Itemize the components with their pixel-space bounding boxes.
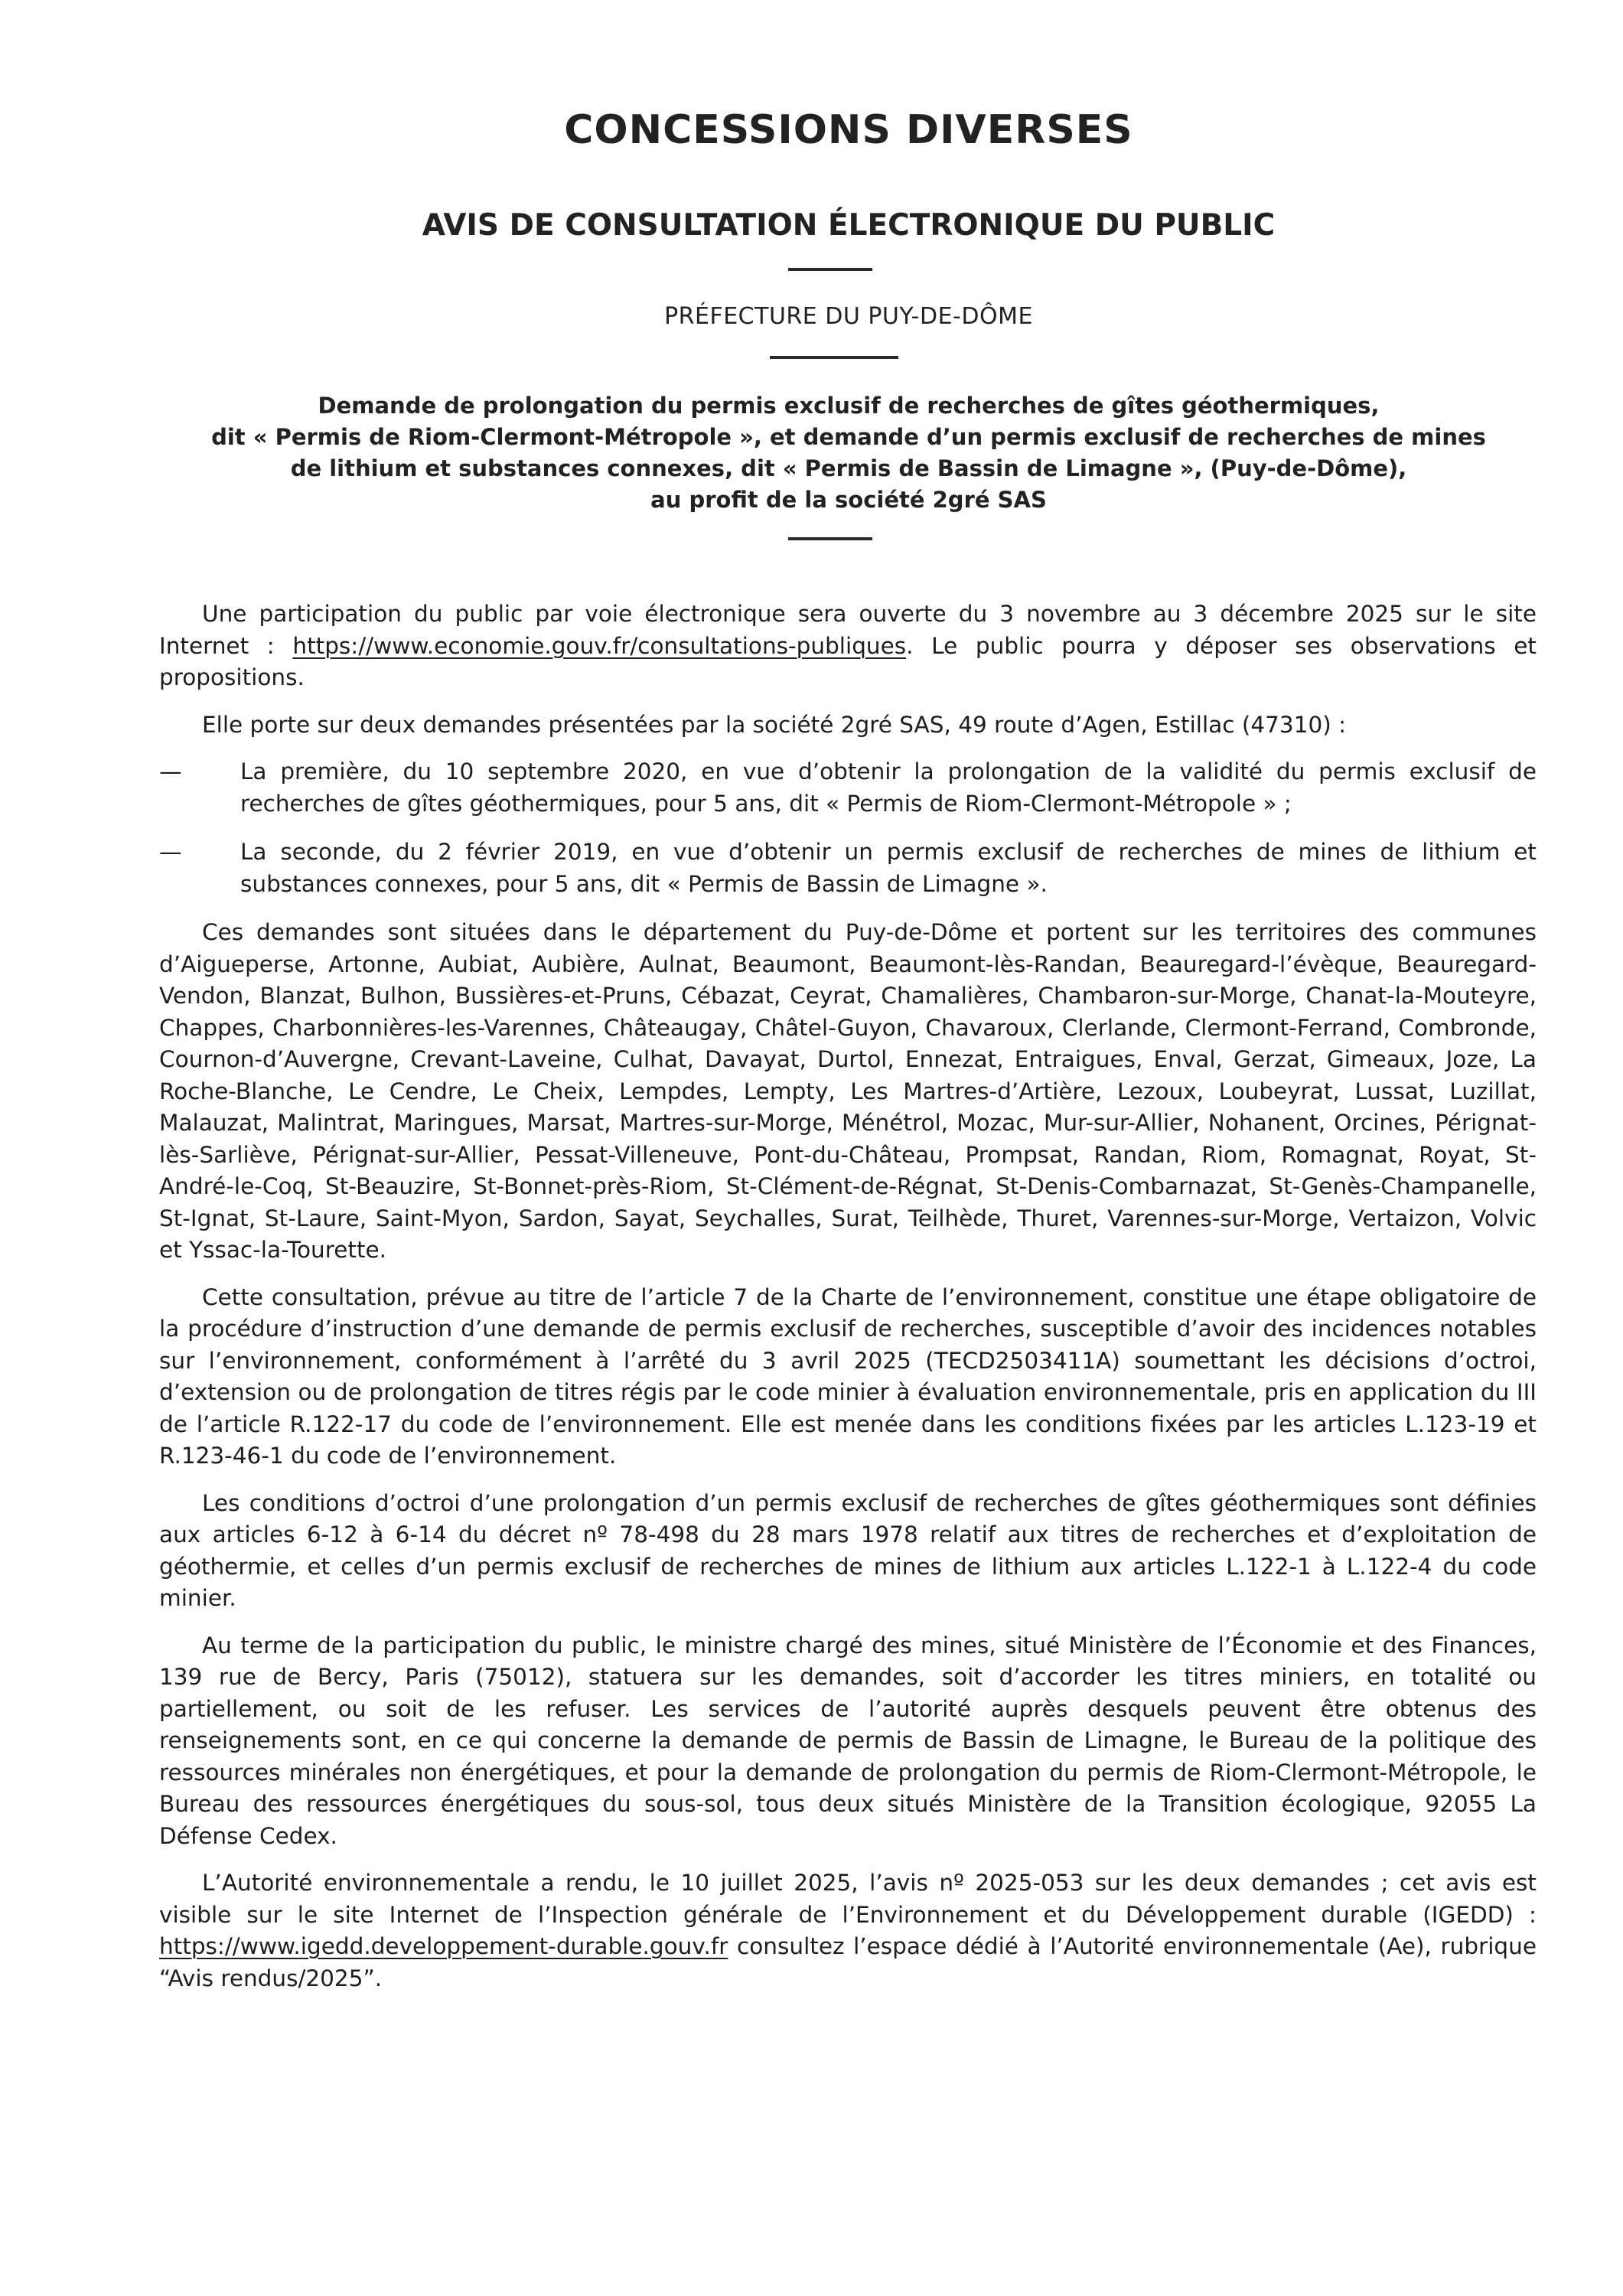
consultation-website-link[interactable]: https://www.economie.gouv.fr/consultations-publiques — [292, 632, 907, 659]
paragraph-conditions: Les conditions d’octroi d’une prolongation d’un permis exclusif de recherches de gîtes géothermiques sont définies aux articles 6-12 à 6-14 du décret nº 78-498 du 28 mars 1978 relatif aux titres de recherches et d’exploitation de géothermie, et celles d’un permis exclusif de recherches de mines de lithium aux articles L.122-1 à L.122-4 du code minier. — [159, 1489, 1537, 1611]
paragraph-consultation-period — [159, 598, 1537, 694]
list-item-first-request — [159, 756, 1537, 820]
subject-line: de lithium et substances connexes, dit « Permis de Bassin de Limagne », (Puy-de-Dôme), — [290, 455, 1407, 481]
authority-divider — [770, 356, 898, 359]
list-item-second-request — [159, 837, 1537, 900]
paragraph-communes: Ces demandes sont situées dans le département du Puy-de-Dôme et portent sur les territoires des communes d’Aigueperse, Artonne, Aubiat, Aubière, Aulnat, Beaumont, Beaumont-lès-Randan, Beauregard-l’évèque, Beauregard-Vendon, Blanzat, Bulhon, Bussières-et-Pruns, Cébazat, Ceyrat, Chamalières, Chambaron-sur-Morge, Chanat-la-Mouteyre, Chappes, Charbonnières-les-Varennes, Châteaugay, Châtel-Guyon, Chavaroux, Clerlande, Clermont-Ferrand, Combronde, Cournon-d’Auvergne, Crevant-Laveine, Culhat, Davayat, Durtol, Ennezat, Entraigues, Enval, Gerzat, Gimeaux, Joze, La Roche-Blanche, Le Cendre, Le Cheix, Lempdes, Lempty, Les Martres-d’Artière, Lezoux, Loubeyrat, Lussat, Luzillat, Malauzat, Malintrat, Maringues, Marsat, Martres-sur-Morge, Ménétrol, Mozac, Mur-sur-Allier, Nohanent, Orcines, Pérignat-lès-Sarliève, Pérignat-sur-Allier, Pessat-Villeneuve, Pont-du-Château, Prompsat, Randan, Riom, Romagnat, Royat, St-André-le-Coq, St-Beauzire, St-Bonnet-près-Riom, St-Clément-de-Régnat, St-Denis-Combarnazat, St-Genès-Champanelle, St-Ignat, St-Laure, Saint-Myon, Sardon, Sayat, Seychalles, Surat, Teilhède, Thuret, Varennes-sur-Morge, Vertaizon, Volvic et Yssac-la-Tourette. — [159, 919, 1537, 1263]
dash-bullet: — — [159, 839, 182, 865]
list-item-text: La seconde, du 2 février 2019, en vue d’obtenir un permis exclusif de recherches de mines de lithium et substances connexes, pour 5 ans, dit « Permis de Bassin de Limagne ». — [240, 839, 1537, 897]
authority-name: PRÉFECTURE DU PUY-DE-DÔME — [664, 303, 1033, 330]
subject-line: Demande de prolongation du permis exclusif de recherches de gîtes géothermiques, — [318, 393, 1380, 419]
dash-bullet: — — [159, 758, 182, 784]
paragraph-legal-basis: Cette consultation, prévue au titre de l’article 7 de la Charte de l’environnement, constitue une étape obligatoire de la procédure d’instruction d’une demande de permis exclusif de recherches, susceptible d’avoir des incidences notables sur l’environnement, conformément à l’arrêté du 3 avril 2025 (TECD2503411A) soumettant les décisions d’octroi, d’extension ou de prolongation de titres régis par le code minier à évaluation environnementale, pris en application du III de l’article R.122-17 du code de l’environnement. Elle est menée dans les conditions fixées par les articles L.123-19 et R.123-46-1 du code de l’environnement. — [159, 1283, 1537, 1469]
paragraph-decision: Au terme de la participation du public, le ministre chargé des mines, situé Ministère de l’Économie et des Finances, 139 rue de Bercy, Paris (75012), statuera sur les demandes, soit d’accorder les titres miniers, en totalité ou partiellement, ou soit de les refuser. Les services de l’autorité auprès desquels peuvent être obtenus des renseignements sont, en ce qui concerne la demande de permis de Bassin de Limagne, le Bureau de la politique des ressources minérales non énergétiques, et pour la demande de prolongation du permis de Riom-Clermont-Métropole, le Bureau des ressources énergétiques du sous-sol, tous deux situés Ministère de la Transition écologique, 92055 La Défense Cedex. — [159, 1632, 1537, 1849]
section-title: CONCESSIONS DIVERSES — [564, 107, 1133, 153]
subject-divider — [788, 537, 872, 540]
requests-list — [159, 756, 1537, 900]
subject-line: dit « Permis de Riom-Clermont-Métropole », et demande d’un permis exclusif de recherches de mines — [211, 424, 1486, 450]
paragraph-applicant: Elle porte sur deux demandes présentées par la société 2gré SAS, 49 route d’Agen, Estillac (47310) : — [202, 711, 1347, 738]
notice-subject — [159, 390, 1538, 516]
paragraph-environmental-authority — [159, 1867, 1537, 1994]
ae-text-end: consultez l’espace dédié à l’Autorité environnementale (Ae), rubrique “Avis rendus/2025”. — [159, 1933, 1537, 1991]
list-item-text: La première, du 10 septembre 2020, en vue d’obtenir la prolongation de la validité du permis exclusif de recherches de gîtes géothermiques, pour 5 ans, dit « Permis de Riom-Clermont-Métropole » ; — [240, 758, 1537, 817]
title-divider — [788, 268, 872, 271]
notice-body — [159, 598, 1537, 2010]
consultation-text-end: . Le public pourra y déposer ses observations et propositions. — [159, 632, 1537, 690]
subject-line: au profit de la société 2gré SAS — [650, 487, 1047, 513]
igedd-website-link[interactable]: https://www.igedd.developpement-durable.gouv.fr — [159, 1933, 728, 1959]
notice-title: AVIS DE CONSULTATION ÉLECTRONIQUE DU PUBLIC — [422, 208, 1276, 243]
consultation-text-start: Une participation du public par voie électronique sera ouverte du 3 novembre au 3 décembre 2025 sur le site Internet : — [159, 601, 1537, 659]
ae-text-start: L’Autorité environnementale a rendu, le 10 juillet 2025, l’avis nº 2025-053 sur les deux demandes ; cet avis est visible sur le site Internet de l’Inspection générale de l’Environnement et du Développement durable (IGEDD) : — [159, 1870, 1537, 1928]
